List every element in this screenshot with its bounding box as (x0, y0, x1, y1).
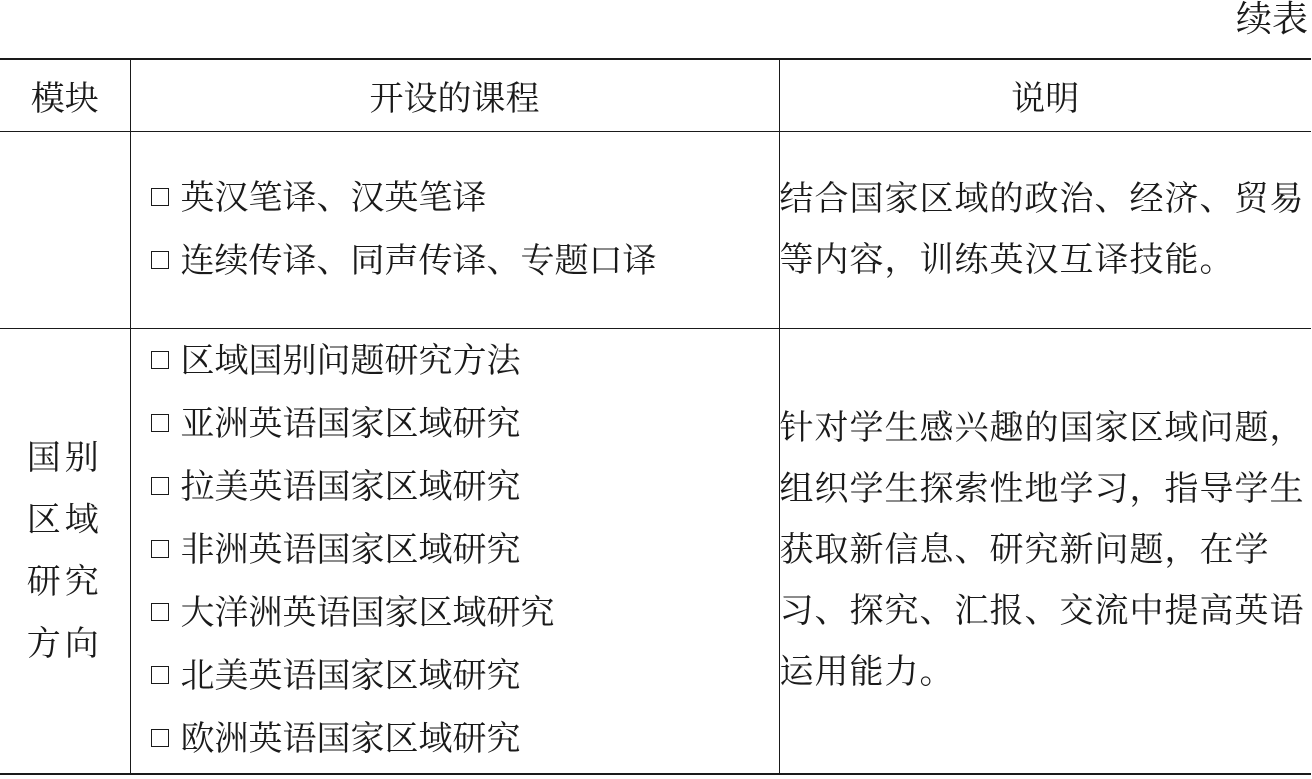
list-item: 大洋洲英语国家区域研究 (151, 582, 779, 645)
header-module: 模块 (0, 59, 130, 131)
checkbox-square-icon (151, 477, 169, 495)
checkbox-square-icon (151, 351, 169, 369)
checkbox-square-icon (151, 188, 169, 206)
list-item: 非洲英语国家区域研究 (151, 519, 779, 582)
checkbox-square-icon (151, 540, 169, 558)
checkbox-square-icon (151, 729, 169, 747)
continued-table-label: 续表 (1235, 0, 1308, 40)
note-cell: 针对学生感兴趣的国家区域问题，组织学生探索性地学习，指导学生获取新信息、研究新问题，在学习、探究、汇报、交流中提高英语运用能力。 (779, 328, 1311, 774)
courses-cell (130, 131, 779, 328)
list-item: 连续传译、同声传译、专题口译 (151, 230, 779, 293)
note-cell: 结合国家区域的政治、经济、贸易等内容，训练英汉互译技能。 (779, 131, 1311, 328)
list-item: 区域国别问题研究方法 (151, 330, 779, 393)
course-list (131, 167, 779, 293)
table-row (0, 328, 1311, 774)
checkbox-square-icon (151, 251, 169, 269)
list-item: 亚洲英语国家区域研究 (151, 393, 779, 456)
list-item: 拉美英语国家区域研究 (151, 456, 779, 519)
table-header-row (0, 59, 1311, 131)
list-item: 欧洲英语国家区域研究 (151, 708, 779, 771)
header-notes: 说明 (779, 59, 1311, 131)
course-table (0, 58, 1311, 775)
header-courses: 开设的课程 (130, 59, 779, 131)
checkbox-square-icon (151, 666, 169, 684)
checkbox-square-icon (151, 603, 169, 621)
list-item: 北美英语国家区域研究 (151, 645, 779, 708)
list-item: 英汉笔译、汉英笔译 (151, 167, 779, 230)
table-row (0, 131, 1311, 328)
module-cell (0, 131, 130, 328)
module-cell: 国别区域研究方向 (0, 328, 130, 774)
checkbox-square-icon (151, 414, 169, 432)
course-list (131, 330, 779, 771)
courses-cell (130, 328, 779, 774)
